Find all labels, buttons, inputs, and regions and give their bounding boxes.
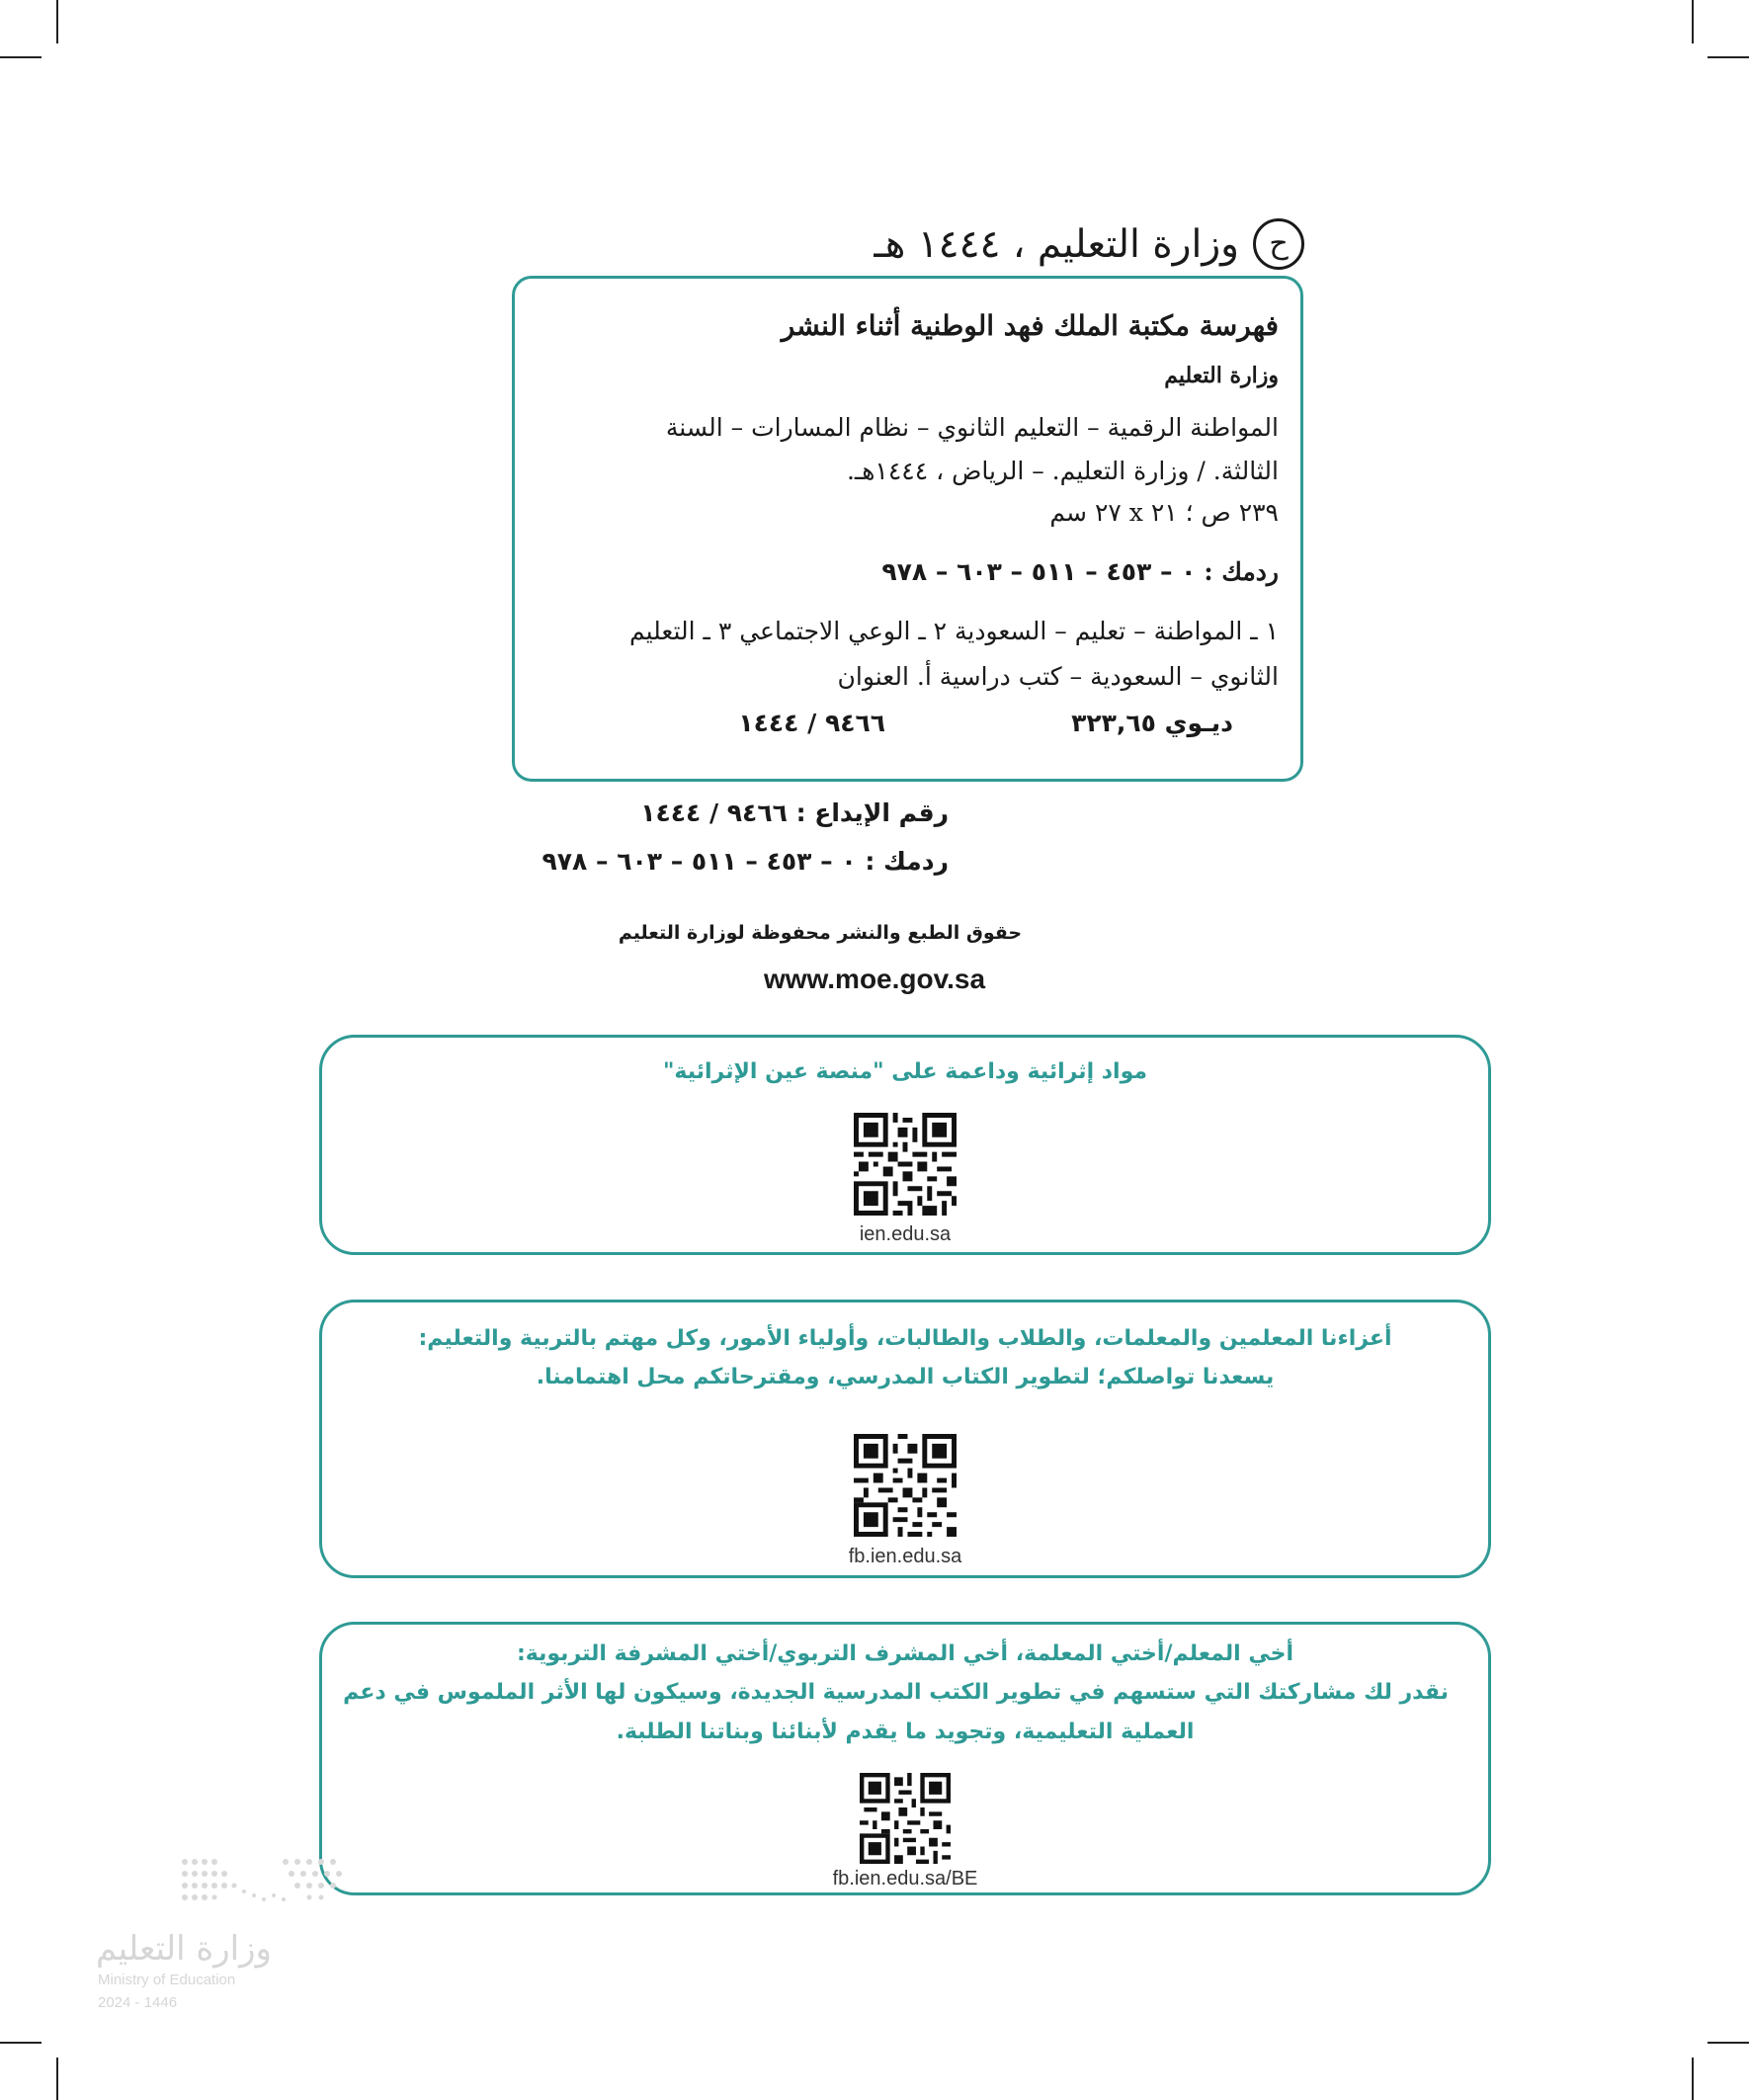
crop-mark-top-left-h <box>0 56 42 58</box>
catalog-subjects-line1: ١ ـ المواطنة – تعليم – السعودية ٢ ـ الوعي الاجتماعي ٣ ـ التعليم <box>628 617 1279 645</box>
copyright-line <box>613 212 1304 276</box>
crop-mark-top-right-v <box>1692 0 1694 43</box>
feedback-panel-line1: أعزاءنا المعلمين والمعلمات، والطلاب والطالبات، وأولياء الأمور، وكل مهتم بالتربية والتعليم: <box>418 1326 1392 1351</box>
qr-url-fb[interactable]: fb.ien.edu.sa <box>848 1546 962 1567</box>
copyright-symbol: ح <box>1253 218 1304 270</box>
deposit-line <box>640 798 949 827</box>
catalog-isbn-line <box>537 557 1279 586</box>
participation-panel-line3: العملية التعليمية، وتجويد ما يقدم لأبنائنا وبناتنا الطلبة. <box>616 1720 1195 1744</box>
ministry-logo-arabic: وزارة التعليم <box>96 1929 272 1969</box>
copyright-text: وزارة التعليم ، ١٤٤٤ هـ <box>874 221 1239 267</box>
deposit-isbn-line <box>542 847 949 876</box>
crop-mark-top-right-h <box>1707 56 1749 58</box>
enrichment-panel-text: مواد إثرائية وداعمة على "منصة عين الإثرائية" <box>662 1059 1148 1084</box>
crop-mark-bottom-left-h <box>0 2042 42 2044</box>
ministry-logo-year: 2024 - 1446 <box>98 1994 178 2011</box>
catalog-isbn-label: ردمك : <box>1204 557 1279 586</box>
qr-code-icon <box>854 1434 957 1537</box>
crop-mark-bottom-right-h <box>1707 2042 1749 2044</box>
catalog-subjects-line2: الثانوي – السعودية – كتب دراسية أ. العنوان <box>837 662 1279 691</box>
qr-code-icon <box>854 1113 957 1216</box>
qr-code-fb[interactable] <box>854 1434 957 1537</box>
catalog-author: وزارة التعليم <box>1164 363 1279 388</box>
participation-panel <box>319 1622 1491 1895</box>
qr-code-ien[interactable] <box>854 1113 957 1216</box>
deposit-isbn-value: ٠ – ٤٥٣ – ٥١١ – ٦٠٣ – ٩٧٨ <box>541 847 857 876</box>
website-link[interactable]: www.moe.gov.sa <box>763 964 986 994</box>
qr-url-ien[interactable]: ien.edu.sa <box>859 1223 952 1245</box>
deposit-label: رقم الإيداع : <box>795 798 949 827</box>
feedback-panel <box>319 1300 1491 1578</box>
catalog-dewey-label: ديـوي ٣٢٣,٦٥ <box>1071 709 1233 737</box>
participation-panel-line1: أخي المعلم/أختي المعلمة، أخي المشرف التربوي/أختي المشرفة التربوية: <box>516 1641 1294 1666</box>
crop-mark-top-left-v <box>56 0 58 43</box>
ministry-logo-dots-icon <box>181 1856 349 1919</box>
rights-statement: حقوق الطبع والنشر محفوظة لوزارة التعليم <box>618 922 1023 944</box>
deposit-isbn-label: ردمك : <box>865 847 949 876</box>
catalog-pages-line: ٢٣٩ ص ؛ ٢١ x ٢٧ سم <box>1049 498 1279 527</box>
catalog-box <box>512 276 1303 782</box>
ministry-logo-english: Ministry of Education <box>98 1972 236 1988</box>
enrichment-panel <box>319 1035 1491 1255</box>
ministry-logo <box>94 1856 351 2014</box>
catalog-desc-line1: المواطنة الرقمية – التعليم الثانوي – نظام المسارات – السنة <box>665 413 1279 442</box>
catalog-desc-line2: الثالثة. / وزارة التعليم. – الرياض ، ١٤٤٤هـ. <box>846 457 1279 485</box>
participation-panel-line2: نقدر لك مشاركتك التي ستسهم في تطوير الكتب المدرسية الجديدة، وسيكون لها الأثر الملموس في دعم <box>343 1680 1449 1705</box>
qr-url-fb-be[interactable]: fb.ien.edu.sa/BE <box>832 1868 978 1890</box>
catalog-isbn-value: ٠ – ٤٥٣ – ٥١١ – ٦٠٣ – ٩٧٨ <box>881 557 1197 586</box>
feedback-panel-line2: يسعدنا تواصلكم؛ لتطوير الكتاب المدرسي، ومقترحاتكم محل اهتمامنا. <box>536 1365 1275 1389</box>
deposit-value: ٩٤٦٦ / ١٤٤٤ <box>640 798 788 827</box>
catalog-title: فهرسة مكتبة الملك فهد الوطنية أثناء النشر <box>781 309 1279 342</box>
qr-code-icon <box>860 1773 951 1864</box>
crop-mark-bottom-left-v <box>56 2058 58 2100</box>
catalog-dewey-number: ٩٤٦٦ / ١٤٤٤ <box>738 709 885 737</box>
crop-mark-bottom-right-v <box>1692 2058 1694 2100</box>
qr-code-fb-be[interactable] <box>860 1773 951 1864</box>
